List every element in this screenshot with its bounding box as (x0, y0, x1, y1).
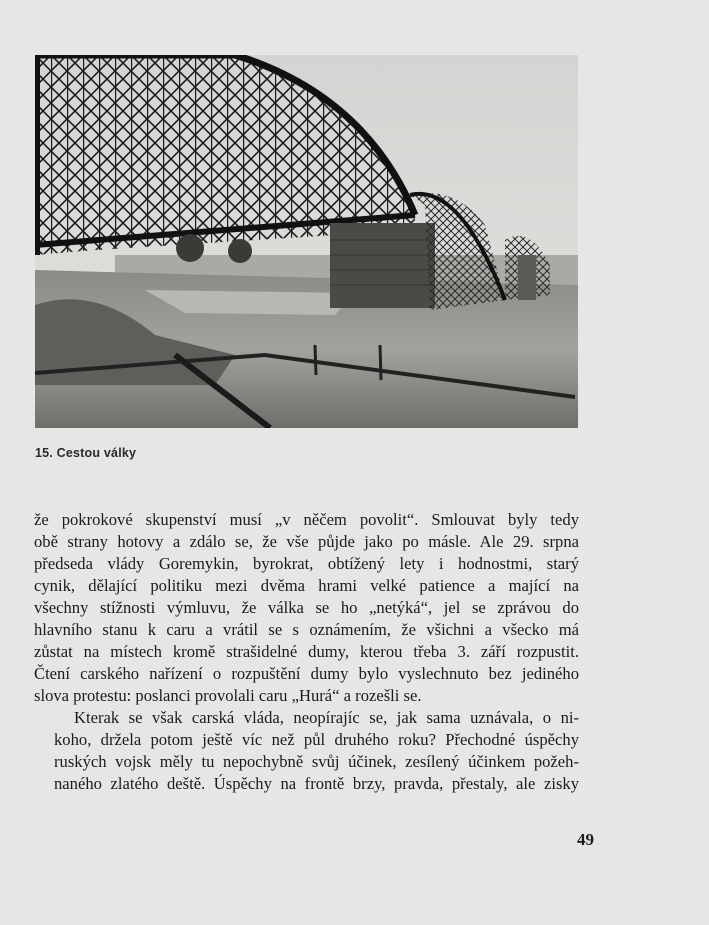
text-line: Čtení carského nařízení o rozpuštění dumy bylo vyslechnuto bez jediného (34, 664, 579, 683)
text-line: obě strany hotovy a zdálo se, že vše půjde jako po másle. Ale 29. srpna (34, 532, 579, 551)
text-line: Kterak se však carská vláda, neopírajíc se, jak sama uznávala, o ni- (74, 708, 579, 727)
page-number: 49 (577, 830, 594, 849)
text-line: hlavního stanu k caru a vrátil se s oznámením, že všichni a všecko má (34, 620, 579, 639)
text-line: koho, držela potom ještě víc než půl druhého roku? Přechodné úspěchy (54, 730, 579, 749)
body-text (34, 509, 579, 795)
paragraph-1 (34, 509, 579, 707)
text-line: naného zlatého deště. Úspěchy na frontě brzy, pravda, přestaly, ale zisky (54, 774, 579, 793)
paragraph-2 (34, 707, 579, 795)
text-line: všechny stížnosti výmluvu, že válka se ho „netýká“, jel se zprávou do (34, 598, 579, 617)
text-line: slova protestu: poslanci provolali caru „Hurá“ a rozešli se. (34, 686, 422, 705)
text-line: ruských vojsk měly tu nepochybně svůj účinek, zesílený účinkem požeh- (54, 752, 579, 771)
text-line: zůstat na místech kromě strašidelné dumy, kterou třeba 3. září rozpustit. (34, 642, 579, 661)
text-line: předseda vlády Goremykin, byrokrat, obtížený lety i hodnostmi, starý (34, 554, 579, 573)
text-line: že pokrokové skupenství musí „v něčem povolit“. Smlouvat byly tedy (34, 510, 579, 529)
bridge-photo (35, 55, 578, 428)
bridge-illustration (35, 55, 578, 428)
figure-caption: 15. Cestou války (35, 446, 137, 460)
text-line: cynik, dělající politiku mezi dvěma hrami velké patience a mající na (34, 576, 579, 595)
